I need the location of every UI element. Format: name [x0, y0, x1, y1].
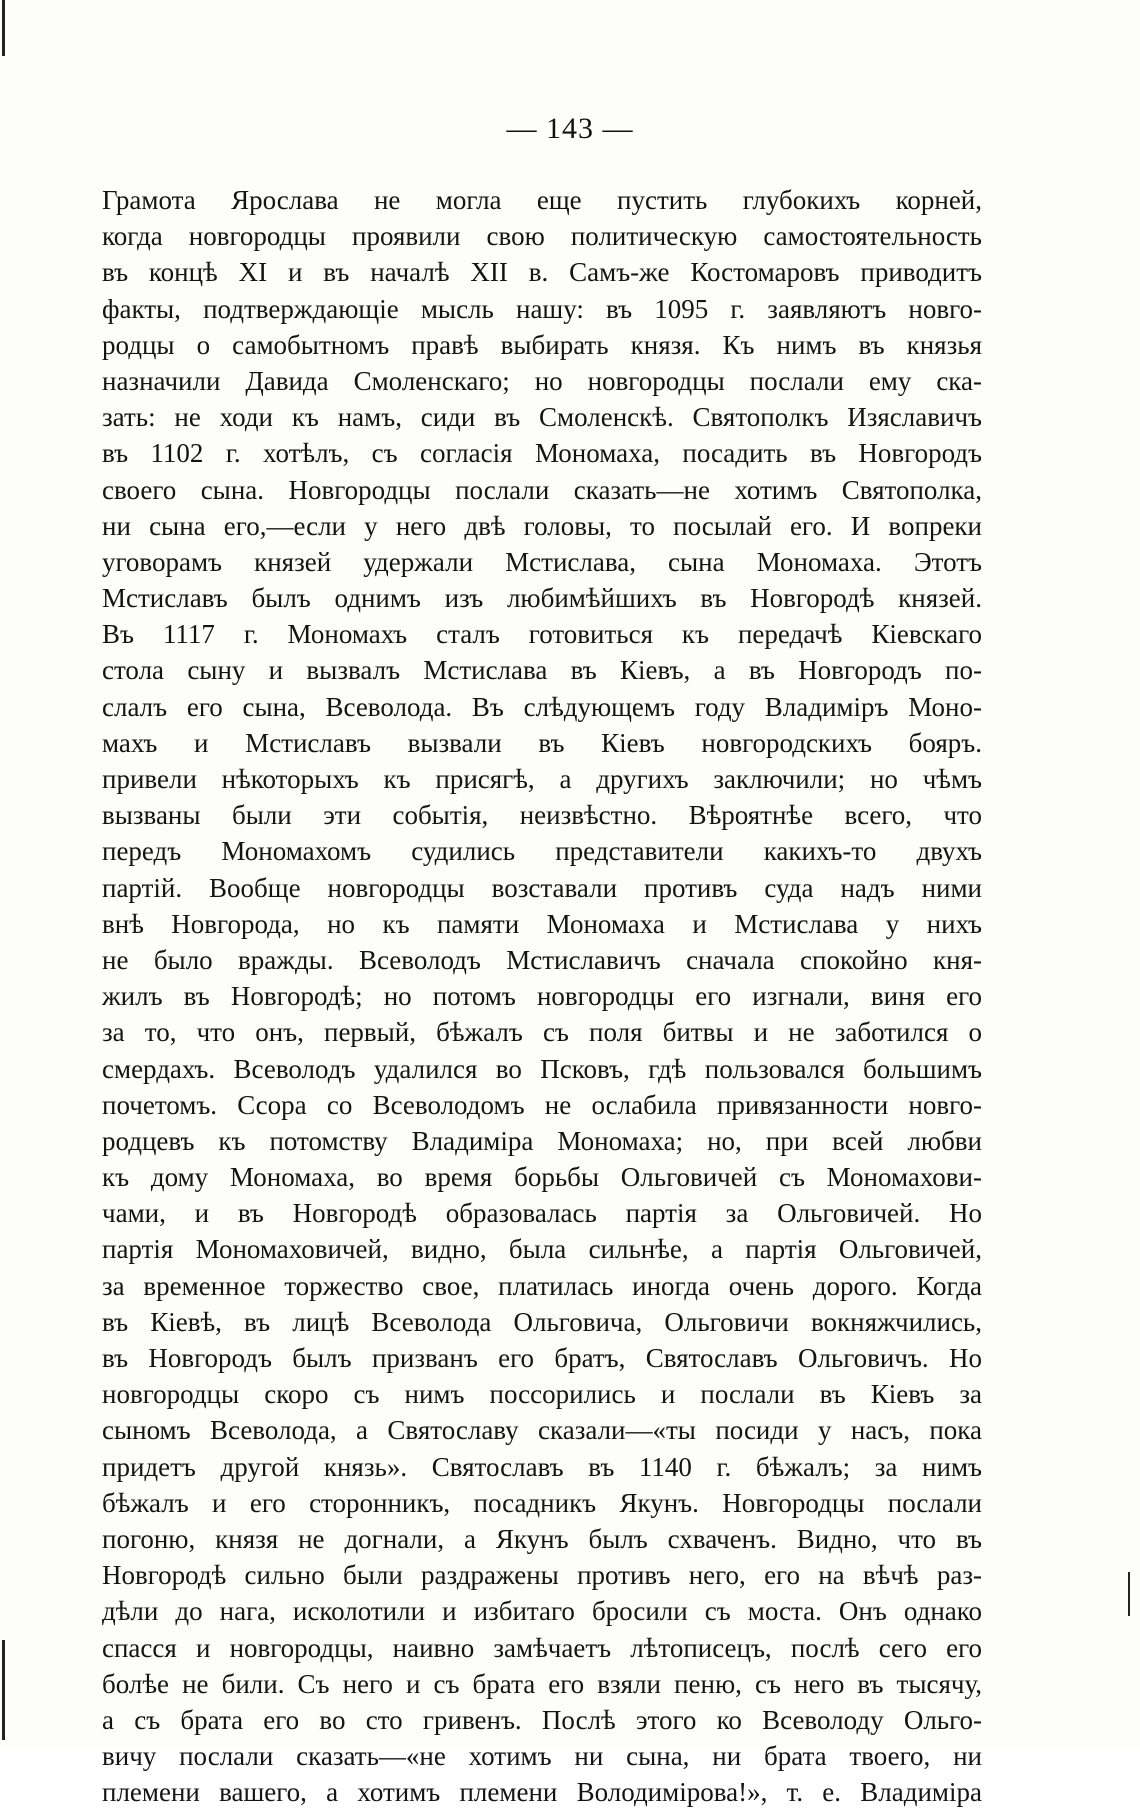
- text-line: а съ брата его во сто гривенъ. Послѣ этого ко Всеволоду Ольго-: [102, 1704, 982, 1735]
- text-line: придетъ другой князь». Святославъ въ 1140 г. бѣжалъ; за нимъ: [102, 1451, 982, 1482]
- text-line: въ концѣ XI и въ началѣ XII в. Самъ-же Костомаровъ приводитъ: [102, 257, 982, 288]
- text-line: факты, подтверждающіе мысль нашу: въ 1095 г. заявляютъ новго-: [102, 293, 982, 324]
- text-line: своего сына. Новгородцы послали сказать—не хотимъ Святополка,: [102, 474, 982, 505]
- text-line: въ 1102 г. хотѣлъ, съ согласія Мономаха, посадить въ Новгородъ: [102, 438, 982, 469]
- text-line: бѣжалъ и его сторонникъ, посадникъ Якунъ. Новгородцы послали: [102, 1487, 982, 1518]
- text-line: за временное торжество свое, платилась иногда очень дорого. Когда: [102, 1270, 982, 1301]
- text-line: передъ Мономахомъ судились представители какихъ-то двухъ: [102, 836, 982, 867]
- text-line: Въ 1117 г. Мономахъ сталъ готовиться къ передачѣ Кіевскаго: [102, 619, 982, 650]
- text-line: зать: не ходи къ намъ, сиди въ Смоленскѣ. Святополкъ Изяславичъ: [102, 402, 982, 433]
- text-line: не было вражды. Всеволодъ Мстиславичъ сначала спокойно кня-: [102, 944, 982, 975]
- text-line: когда новгородцы проявили свою политическую самостоятельность: [102, 221, 982, 252]
- text-line: почетомъ. Ссора со Всеволодомъ не ослабила привязанности новго-: [102, 1089, 982, 1120]
- text-line: внѣ Новгорода, но къ памяти Мономаха и Мстислава у нихъ: [102, 908, 982, 939]
- text-line: въ Кіевѣ, въ лицѣ Всеволода Ольговича, Ольговичи вокняжчились,: [102, 1306, 982, 1337]
- text-line: вызваны были эти событія, неизвѣстно. Вѣроятнѣе всего, что: [102, 800, 982, 831]
- text-line: слалъ его сына, Всеволода. Въ слѣдующемъ году Владиміръ Моно-: [102, 691, 982, 722]
- text-line: назначили Давида Смоленскаго; но новгородцы послали ему ска-: [102, 365, 982, 396]
- text-line: партій. Вообще новгородцы возставали противъ суда надъ ними: [102, 872, 982, 903]
- text-line: стола сыну и вызвалъ Мстислава въ Кіевъ, а въ Новгородъ по-: [102, 655, 982, 686]
- right-margin-scan-mark: [1128, 1572, 1130, 1616]
- left-margin-scan-mark-lower: [2, 1640, 5, 1740]
- text-line: партія Мономаховичей, видно, была сильнѣе, а партія Ольговичей,: [102, 1234, 982, 1265]
- body-text: [102, 182, 982, 1810]
- text-line: Грамота Ярослава не могла еще пустить глубокихъ корней,: [102, 185, 982, 215]
- text-line: племени вашего, а хотимъ племени Володимірова!», т. е. Владиміра: [102, 1777, 982, 1808]
- left-margin-scan-mark: [2, 0, 5, 56]
- text-line: ни сына его,—если у него двѣ головы, то посылай его. И вопреки: [102, 510, 982, 541]
- text-line: въ Новгородъ былъ призванъ его братъ, Святославъ Ольговичъ. Но: [102, 1343, 982, 1373]
- text-line: уговорамъ князей удержали Мстислава, сына Мономаха. Этотъ: [102, 546, 982, 577]
- text-line: махъ и Мстиславъ вызвали въ Кіевъ новгородскихъ бояръ.: [102, 727, 982, 758]
- text-line: къ дому Мономаха, во время борьбы Ольговичей съ Мономахови-: [102, 1162, 982, 1193]
- page-number: — 143 —: [506, 112, 634, 145]
- text-line: спасся и новгородцы, наивно замѣчаетъ лѣтописецъ, послѣ сего его: [102, 1632, 982, 1663]
- text-line: болѣе не били. Съ него и съ брата его взяли пеню, съ него въ тысячу,: [102, 1668, 982, 1699]
- text-line: родцевъ къ потомству Владиміра Мономаха; но, при всей любви: [102, 1125, 982, 1156]
- text-line: погоню, князя не догнали, а Якунъ былъ схваченъ. Видно, что въ: [102, 1523, 982, 1554]
- text-line: жилъ въ Новгородѣ; но потомъ новгородцы его изгнали, виня его: [102, 981, 982, 1012]
- text-line: привели нѣкоторыхъ къ присягѣ, а другихъ заключили; но чѣмъ: [102, 764, 982, 794]
- text-line: новгородцы скоро съ нимъ поссорились и послали въ Кіевъ за: [102, 1379, 982, 1410]
- text-line: смердахъ. Всеволодъ удалился во Псковъ, гдѣ пользовался большимъ: [102, 1053, 982, 1084]
- text-line: за то, что онъ, первый, бѣжалъ съ поля битвы и не заботился о: [102, 1017, 982, 1048]
- text-line: Новгородѣ сильно были раздражены противъ него, его на вѣчѣ раз-: [102, 1560, 982, 1591]
- text-line: чами, и въ Новгородѣ образовалась партія за Ольговичей. Но: [102, 1198, 982, 1229]
- text-line: вичу послали сказать—«не хотимъ ни сына, ни брата твоего, ни: [102, 1741, 982, 1772]
- text-line: Мстиславъ былъ однимъ изъ любимѣйшихъ въ Новгородѣ князей.: [102, 583, 982, 614]
- text-line: дѣли до нага, исколотили и избитаго бросили съ моста. Онъ однако: [102, 1596, 982, 1627]
- text-line: родцы о самобытномъ правѣ выбирать князя. Къ нимъ въ князья: [102, 329, 982, 360]
- text-line: сыномъ Всеволода, а Святославу сказали—«ты посиди у насъ, пока: [102, 1415, 982, 1446]
